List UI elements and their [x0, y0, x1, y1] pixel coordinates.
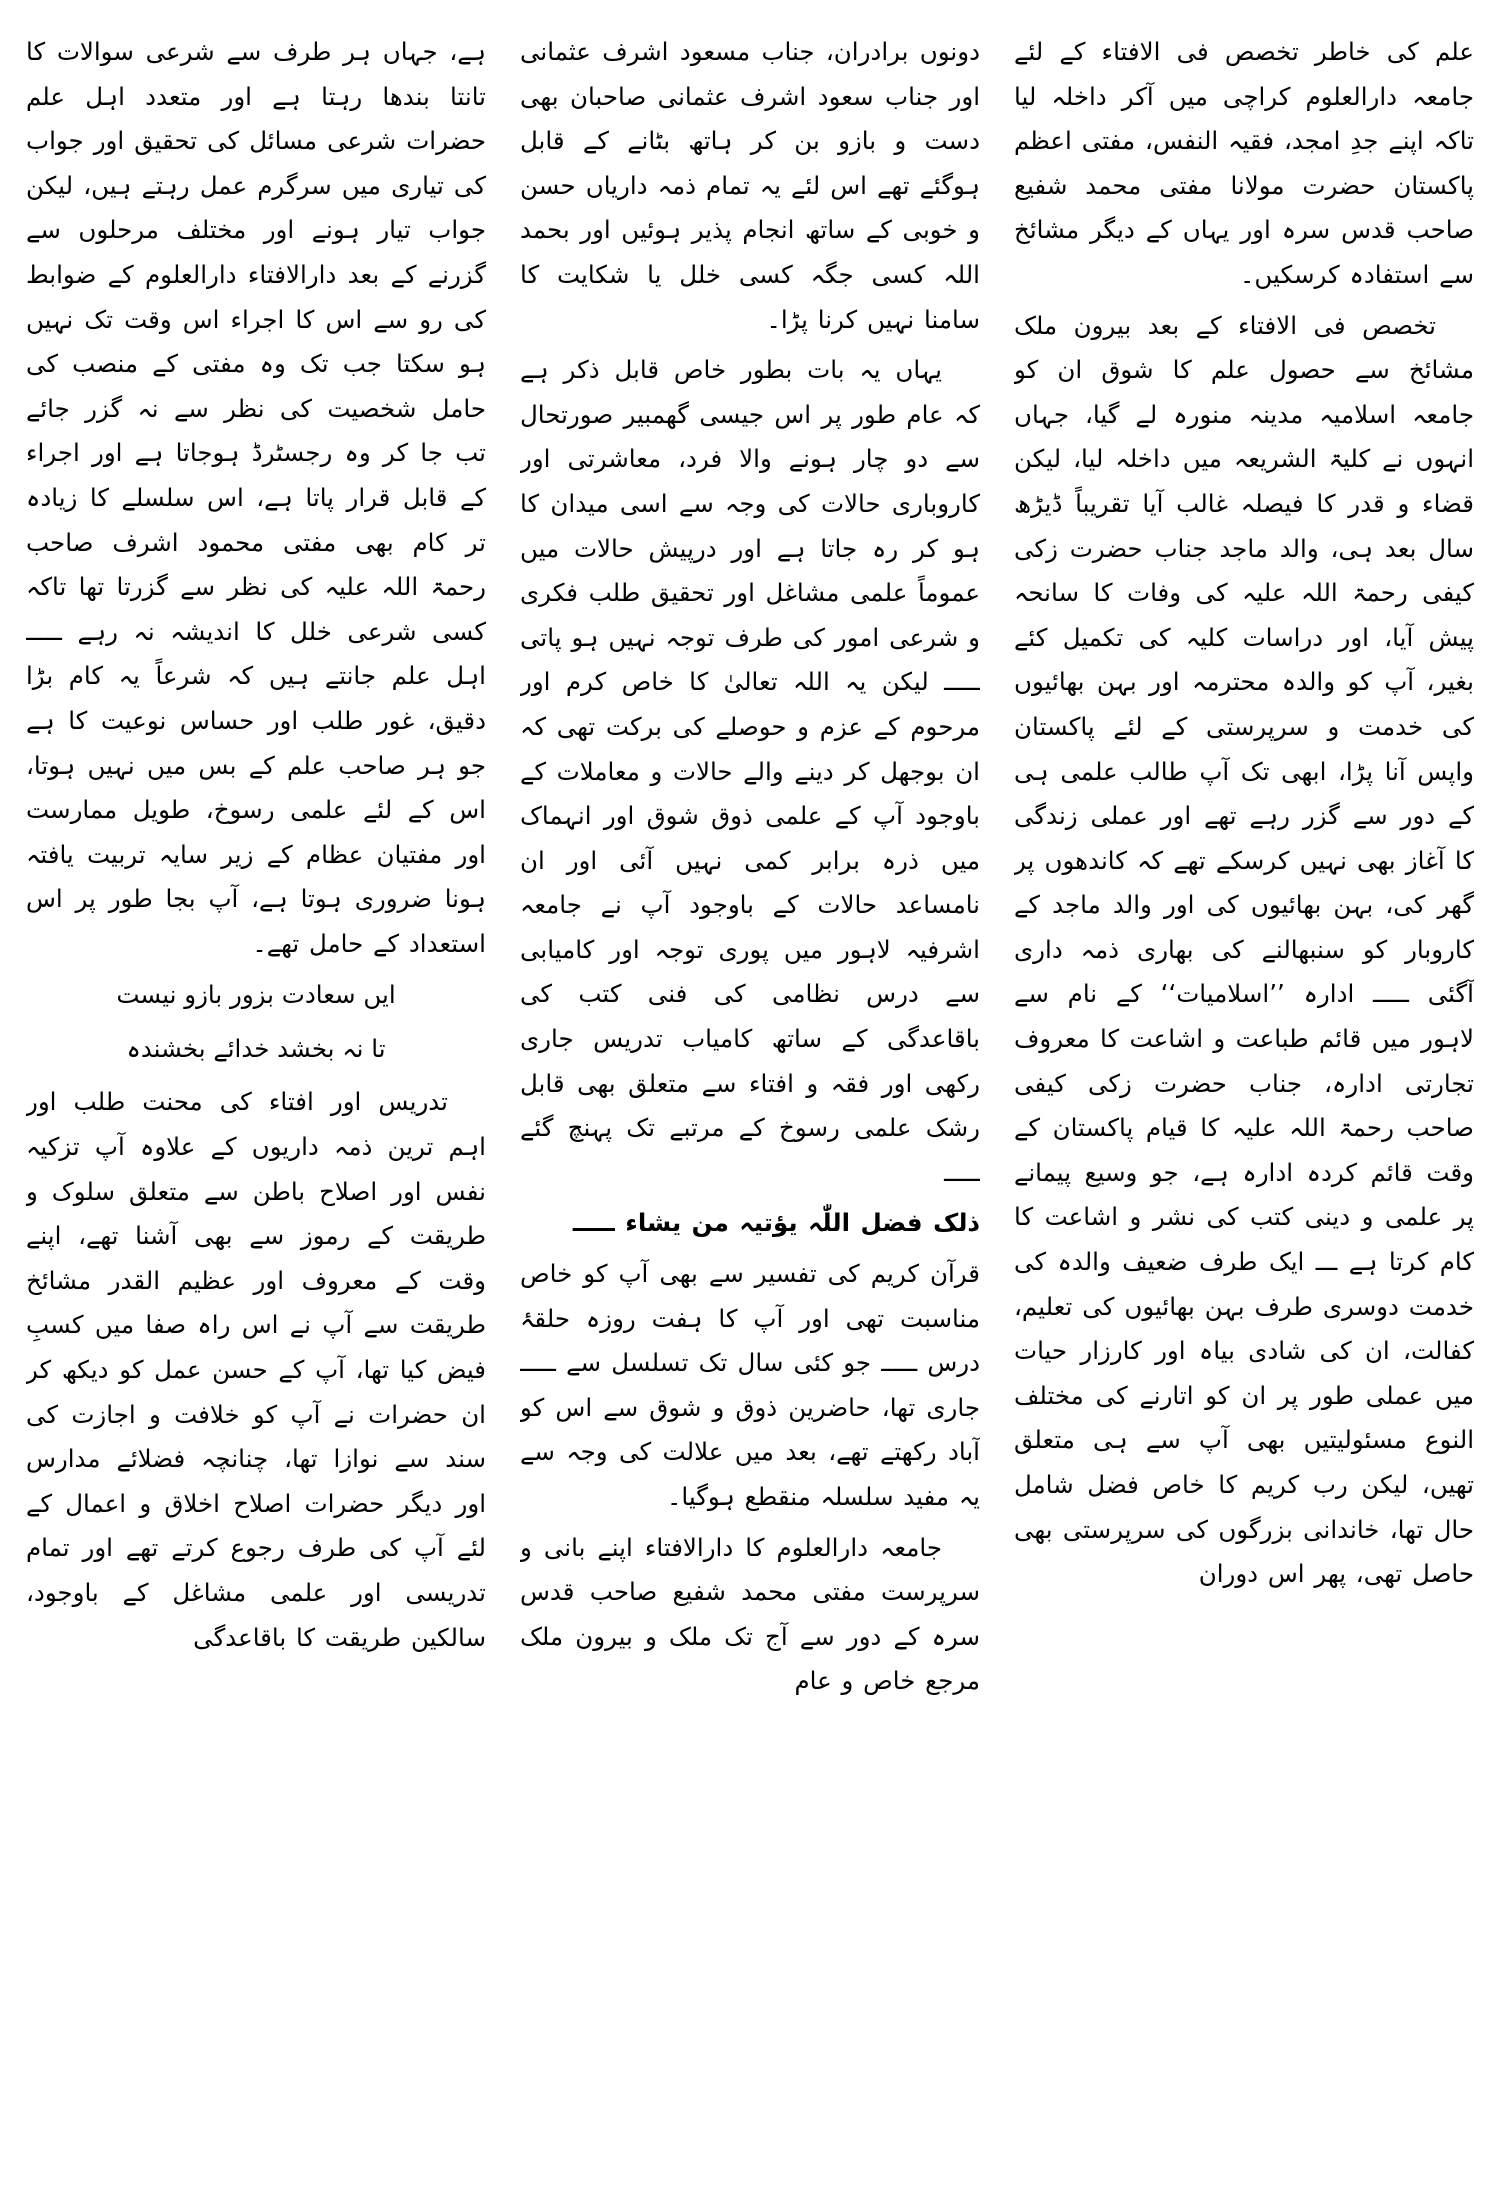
- paragraph: علم کی خاطر تخصص فی الافتاء کے لئے جامعہ دارالعلوم کراچی میں آکر داخلہ لیا تاکہ اپنے جدِ امجد، فقیہ النفس، مفتی اعظم پاکستان حضرت مولانا مفتی محمد شفیع صاحب قدس سرہ اور یہاں کے دیگر مشائخ سے استفادہ کرسکیں۔: [1014, 37, 1474, 289]
- paragraph: ذلک فضل اللّٰہ یؤتیہ من یشاء ـــــ: [572, 1208, 980, 1238]
- paragraph: یہاں یہ بات بطور خاص قابل ذکر ہے کہ عام طور پر اس جیسی گھمبیر صورتحال سے دو چار ہونے والا فرد، معاشرتی اور کاروباری حالات کی وجہ سے اسی میدان کا ہو کر رہ جاتا ہے اور درپیش حالات میں عموماً علمی مشاغل اور تحقیق طلب فکری و شرعی امور کی طرف توجہ نہیں ہو پاتی ـــــ لیکن یہ اللہ تعالیٰ کا خاص کرم اور مرحوم کے عزم و حوصلے کی برکت تھی کہ ان بوجھل کر دینے والے حالات و معاملات کے باوجود آپ کے علمی ذوق شوق اور انہماک میں ذرہ برابر کمی نہیں آئی اور ان نامساعد حالات کے باوجود آپ نے جامعہ اشرفیہ لاہور میں پوری توجہ اور کامیابی سے درس نظامی کی فنی کتب کی باقاعدگی کے ساتھ کامیاب تدریس جاری رکھی اور فقہ و افتاء سے متعلق بھی قابل رشک علمی رسوخ کے مرتبے تک پہنچ گئے ـــــ: [520, 355, 980, 1187]
- column-left: [26, 30, 486, 2180]
- paragraph: ہے، جہاں ہر طرف سے شرعی سوالات کا تانتا بندھا رہتا ہے اور متعدد اہل علم حضرات شرعی مسائل کی تحقیق اور جواب کی تیاری میں سرگرم عمل رہتے ہیں، لیکن جواب تیار ہونے اور مختلف مرحلوں سے گزرنے کے بعد دارالافتاء دارالعلوم کے ضوابط کی رو سے اس کا اجراء اس وقت تک نہیں ہو سکتا جب تک وہ مفتی کے منصب کی حامل شخصیت کی نظر سے نہ گزر جائے تب جا کر وہ رجسٹرڈ ہوجاتا ہے اور اجراء کے قابل قرار پاتا ہے، اس سلسلے کا زیادہ تر کام بھی مفتی محمود اشرف صاحب رحمۃ اللہ علیہ کی نظر سے گزرتا تھا تاکہ کسی شرعی خلل کا اندیشہ نہ رہے ـــــ اہل علم جانتے ہیں کہ شرعاً یہ کام بڑا دقیق، غور طلب اور حساس نوعیت کا ہے جو ہر صاحب علم کے بس میں نہیں ہوتا، اس کے لئے علمی رسوخ، طویل ممارست اور مفتیان عظام کے زیر سایہ تربیت یافتہ ہونا ضروری ہوتا ہے، آپ بجا طور پر اس استعداد کے حامل تھے۔: [26, 37, 486, 958]
- paragraph: جامعہ دارالعلوم کا دارالافتاء اپنے بانی و سرپرست مفتی محمد شفیع صاحب قدس سرہ کے دور سے آج تک ملک و بیرون ملک مرجع خاص و عام: [520, 1532, 980, 1696]
- paragraph: تدریس اور افتاء کی محنت طلب اور اہم ترین ذمہ داریوں کے علاوہ آپ تزکیہ نفس اور اصلاح باطن سے متعلق سلوک و طریقت کے رموز سے بھی آشنا تھے، اپنے وقت کے معروف اور عظیم القدر مشائخ طریقت سے آپ نے اس راہ صفا میں کسبِ فیض کیا تھا، آپ کے حسن عمل کو دیکھ کر ان حضرات نے آپ کو خلافت و اجازت کی سند سے نوازا تھا، چنانچہ فضلائے مدارس اور دیگر حضرات اصلاح اخلاق و اعمال کے لئے آپ کی طرف رجوع کرتے تھے اور تمام تدریسی اور علمی مشاغل کے باوجود، سالکین طریقت کا باقاعدگی: [26, 1087, 486, 1652]
- paragraph: دونوں برادران، جناب مسعود اشرف عثمانی اور جناب سعود اشرف عثمانی صاحبان بھی دست و بازو بن کر ہاتھ بٹانے کے قابل ہوگئے تھے اس لئے یہ تمام ذمہ داریاں حسن و خوبی کے ساتھ انجام پذیر ہوئیں اور بحمد اللہ کسی جگہ کسی خلل یا شکایت کا سامنا نہیں کرنا پڑا۔: [520, 37, 980, 334]
- column-right: [1014, 30, 1474, 2180]
- column-middle: [520, 30, 980, 2180]
- persian-couplet-line: تا نہ بخشد خدائے بخشندہ: [126, 1034, 386, 1064]
- paragraph: قرآن کریم کی تفسیر سے بھی آپ کو خاص مناسبت تھی اور آپ کا ہفت روزہ حلقۂ درس ـــــ جو کئی سال تک تسلسل سے ـــــ جاری تھا، حاضرین ذوق و شوق سے اس کو آباد رکھتے تھے، بعد میں علالت کی وجہ سے یہ مفید سلسلہ منقطع ہوگیا۔: [520, 1259, 980, 1511]
- persian-couplet-line: ایں سعادت بزور بازو نیست: [116, 980, 396, 1010]
- paragraph: تخصص فی الافتاء کے بعد بیرون ملک مشائخ سے حصول علم کا شوق ان کو جامعہ اسلامیہ مدینہ منورہ لے گیا، جہاں انہوں نے کلیۃ الشریعہ میں داخلہ لیا، لیکن قضاء و قدر کا فیصلہ غالب آیا تقریباً ڈیڑھ سال بعد ہی، والد ماجد جناب حضرت زکی کیفی رحمۃ اللہ علیہ کی وفات کا سانحہ پیش آیا، اور دراسات کلیہ کی تکمیل کئے بغیر، آپ کو والدہ محترمہ اور بہن بھائیوں کی خدمت و سرپرستی کے لئے پاکستان واپس آنا پڑا، ابھی تک آپ طالب علمی ہی کے دور سے گزر رہے تھے اور عملی زندگی کا آغاز بھی نہیں کرسکے تھے کہ کاندھوں پر گھر کی، بہن بھائیوں کی اور والد ماجد کے کاروبار کو سنبھالنے کی بھاری ذمہ داری آگئی ـــــ ادارہ ’’اسلامیات‘‘ کے نام سے لاہور میں قائم طباعت و اشاعت کا معروف تجارتی ادارہ، جناب حضرت زکی کیفی صاحب رحمۃ اللہ علیہ کا قیام پاکستان کے وقت قائم کردہ ادارہ ہے، جو وسیع پیمانے پر علمی و دینی کتب کی نشر و اشاعت کا کام کرتا ہے ـــ ایک طرف ضعیف والدہ کی خدمت دوسری طرف بہن بھائیوں کی تعلیم، کفالت، ان کی شادی بیاہ اور کارزار حیات میں عملی طور پر ان کو اتارنے کی مختلف النوع مسئولیتیں بھی آپ سے ہی متعلق تھیں، لیکن رب کریم کا خاص فضل شامل حال تھا، خاندانی بزرگوں کی سرپرستی بھی حاصل تھی، پھر اس دوران: [1014, 310, 1474, 1589]
